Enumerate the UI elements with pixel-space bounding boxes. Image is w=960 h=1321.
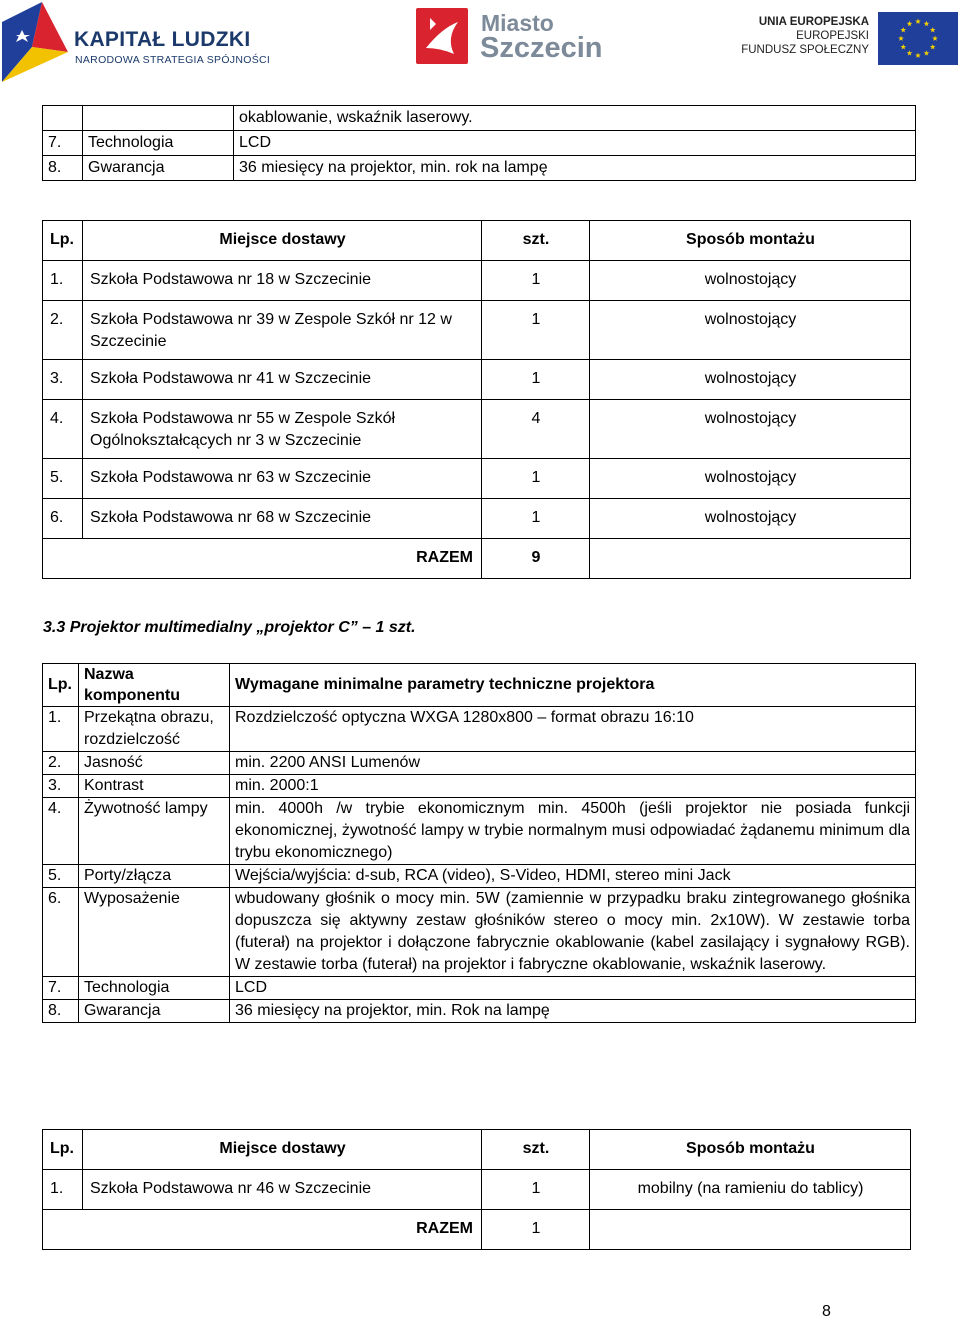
delivery-table-2: [42, 1129, 911, 1250]
table-row: [43, 707, 916, 752]
total-empty: [590, 539, 911, 579]
row-number: 3.: [43, 775, 79, 798]
component-value: min. 4000h /w trybie ekonomicznym min. 4500h (jeśli projektor nie posiada funkcji ekonomicznej, żywotność lampy w trybie normalnym musi odpowiadać żądanemu minimum dla trybu ekonomicznego): [230, 798, 916, 865]
ue-line1: UNIA EUROPEJSKA: [758, 16, 869, 28]
ue-line3: FUNDUSZ SPOŁECZNY: [741, 44, 869, 56]
table-row: [43, 775, 916, 798]
component-name: Technologia: [83, 131, 234, 156]
row-qty: 1: [482, 360, 590, 400]
component-name: Jasność: [79, 752, 230, 775]
row-lp: 1.: [43, 1170, 83, 1210]
header-qty: szt.: [482, 1130, 590, 1170]
component-name: Gwarancja: [83, 156, 234, 181]
table-row: [43, 131, 916, 156]
header-name: Nazwa komponentu: [79, 664, 230, 707]
component-value: LCD: [234, 131, 916, 156]
total-value: 9: [482, 539, 590, 579]
header-params: Wymagane minimalne parametry techniczne projektora: [230, 664, 916, 707]
header-qty: szt.: [482, 221, 590, 261]
component-value: 36 miesięcy na projektor, min. Rok na lampę: [230, 1000, 916, 1023]
header-mount: Sposób montażu: [590, 221, 911, 261]
table-row: [43, 400, 911, 459]
row-mount: wolnostojący: [590, 360, 911, 400]
row-lp: 5.: [43, 459, 83, 499]
row-number: 7.: [43, 977, 79, 1000]
table-row: [43, 977, 916, 1000]
table-row: [43, 1000, 916, 1023]
row-mount: wolnostojący: [590, 499, 911, 539]
row-lp: 1.: [43, 261, 83, 301]
row-number: 1.: [43, 707, 79, 752]
table-row: [43, 865, 916, 888]
ue-line2: EUROPEJSKI: [796, 30, 869, 42]
miasto-label: Miasto: [481, 10, 554, 36]
component-name: Technologia: [79, 977, 230, 1000]
row-number: 4.: [43, 798, 79, 865]
component-name: Porty/złącza: [79, 865, 230, 888]
row-lp: 2.: [43, 301, 83, 360]
component-value: wbudowany głośnik o mocy min. 5W (zamiennie w przypadku braku zintegrowanego głośnika dopuszcza się aktywny zestaw głośników stereo o mocy min. 2x10W). W zestawie torba (futerał) na projektor i dołączone fabrycznie okablowanie (kabel zasilający i sygnałowy RGB). W zestawie torba (futerał) na projektor i fabryczne okablowanie, wskaźnik laserowy.: [230, 888, 916, 977]
row-qty: 1: [482, 261, 590, 301]
component-value: min. 2000:1: [230, 775, 916, 798]
total-value: 1: [482, 1210, 590, 1250]
row-qty: 1: [482, 459, 590, 499]
row-mount: wolnostojący: [590, 400, 911, 459]
component-name: [83, 106, 234, 131]
kapital-ludzki-title: KAPITAŁ LUDZKI: [74, 28, 251, 51]
total-row: [43, 539, 911, 579]
header-lp: Lp.: [43, 221, 83, 261]
row-lp: 4.: [43, 400, 83, 459]
row-place: Szkoła Podstawowa nr 39 w Zespole Szkół nr 12 w Szczecinie: [83, 301, 482, 360]
component-value: Rozdzielczość optyczna WXGA 1280x800 – format obrazu 16:10: [230, 707, 916, 752]
total-label: RAZEM: [43, 1210, 482, 1250]
row-lp: 6.: [43, 499, 83, 539]
row-lp: 3.: [43, 360, 83, 400]
table-row: [43, 106, 916, 131]
row-number: 2.: [43, 752, 79, 775]
table-row: [43, 752, 916, 775]
header-lp: Lp.: [43, 1130, 83, 1170]
row-number: 5.: [43, 865, 79, 888]
row-qty: 1: [482, 499, 590, 539]
row-number: 7.: [43, 131, 83, 156]
row-mount: wolnostojący: [590, 459, 911, 499]
row-number: 6.: [43, 888, 79, 977]
row-number: 8.: [43, 1000, 79, 1023]
component-value: Wejścia/wyjścia: d-sub, RCA (video), S-Video, HDMI, stereo mini Jack: [230, 865, 916, 888]
table-header-row: [43, 664, 916, 707]
table-row: [43, 459, 911, 499]
row-mount: wolnostojący: [590, 261, 911, 301]
header-place: Miejsce dostawy: [83, 221, 482, 261]
table-row: [43, 301, 911, 360]
delivery-table: [42, 220, 911, 579]
row-place: Szkoła Podstawowa nr 46 w Szczecinie: [83, 1170, 482, 1210]
header-place: Miejsce dostawy: [83, 1130, 482, 1170]
row-place: Szkoła Podstawowa nr 68 w Szczecinie: [83, 499, 482, 539]
eu-flag-icon: [878, 12, 958, 65]
header-lp: Lp.: [43, 664, 79, 707]
table-row: [43, 261, 911, 301]
component-value: LCD: [230, 977, 916, 1000]
row-qty: 1: [482, 1170, 590, 1210]
row-place: Szkoła Podstawowa nr 18 w Szczecinie: [83, 261, 482, 301]
row-place: Szkoła Podstawowa nr 63 w Szczecinie: [83, 459, 482, 499]
row-number: 8.: [43, 156, 83, 181]
table-row: [43, 156, 916, 181]
row-mount: mobilny (na ramieniu do tablicy): [590, 1170, 911, 1210]
component-value: okablowanie, wskaźnik laserowy.: [234, 106, 916, 131]
component-name: Kontrast: [79, 775, 230, 798]
component-name: Żywotność lampy: [79, 798, 230, 865]
row-number: [43, 106, 83, 131]
total-row: [43, 1210, 911, 1250]
kapital-ludzki-subtitle: NARODOWA STRATEGIA SPÓJNOŚCI: [75, 54, 271, 66]
header-mount: Sposób montażu: [590, 1130, 911, 1170]
table-header-row: [43, 221, 911, 261]
component-value: min. 2200 ANSI Lumenów: [230, 752, 916, 775]
kapital-ludzki-emblem-icon: [2, 2, 68, 82]
szczecin-label: Szczecin: [480, 32, 603, 64]
total-label: RAZEM: [43, 539, 482, 579]
row-mount: wolnostojący: [590, 301, 911, 360]
component-name: Wyposażenie: [79, 888, 230, 977]
component-value: 36 miesięcy na projektor, min. rok na lampę: [234, 156, 916, 181]
component-name: Gwarancja: [79, 1000, 230, 1023]
szczecin-emblem-icon: [416, 8, 468, 64]
row-qty: 1: [482, 301, 590, 360]
row-place: Szkoła Podstawowa nr 41 w Szczecinie: [83, 360, 482, 400]
page-number: 8: [822, 1303, 831, 1320]
component-name: Przekątna obrazu, rozdzielczość: [79, 707, 230, 752]
table-header-row: [43, 1130, 911, 1170]
spec-table-continued: [42, 105, 916, 181]
row-qty: 4: [482, 400, 590, 459]
projector-spec-table: [42, 663, 916, 1023]
table-row: [43, 798, 916, 865]
table-row: [43, 499, 911, 539]
section-title: 3.3 Projektor multimedialny „projektor C” – 1 szt.: [43, 619, 416, 636]
table-row: [43, 360, 911, 400]
table-row: [43, 1170, 911, 1210]
row-place: Szkoła Podstawowa nr 55 w Zespole Szkół Ogólnokształcących nr 3 w Szczecinie: [83, 400, 482, 459]
table-row: [43, 888, 916, 977]
total-empty: [590, 1210, 911, 1250]
